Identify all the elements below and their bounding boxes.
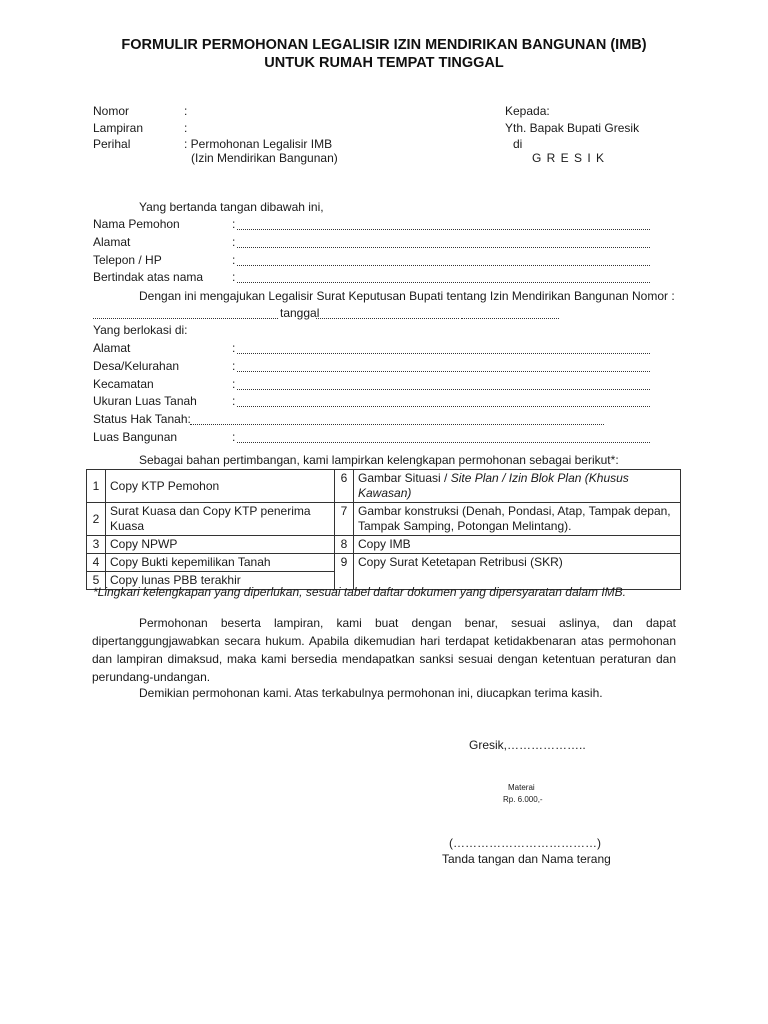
row-number[interactable]: 4 bbox=[87, 554, 106, 572]
desa-field[interactable] bbox=[237, 371, 650, 372]
table-row bbox=[87, 503, 681, 536]
lampiran-label: Lampiran bbox=[93, 121, 144, 135]
perihal-value-2: (Izin Mendirikan Bangunan) bbox=[191, 151, 338, 165]
alamat-pemohon-field[interactable] bbox=[237, 247, 650, 248]
desa-label: Desa/Kelurahan bbox=[93, 359, 180, 373]
table-row bbox=[87, 470, 681, 503]
nama-pemohon-field[interactable] bbox=[237, 229, 650, 230]
telepon-label: Telepon / HP bbox=[93, 253, 162, 267]
alamat-colon: : bbox=[232, 235, 236, 249]
kecamatan-label: Kecamatan bbox=[93, 377, 154, 391]
luas-label: Luas Bangunan bbox=[93, 430, 178, 444]
attachment-item[interactable]: Copy lunas PBB terakhir bbox=[106, 572, 335, 590]
closing-thanks: Demikian permohonan kami. Atas terkabulnya permohonan ini, diucapkan terima kasih. bbox=[139, 686, 603, 700]
row-number[interactable]: 5 bbox=[87, 572, 106, 590]
nama-pemohon-label: Nama Pemohon bbox=[93, 217, 180, 231]
row-number[interactable]: 7 bbox=[335, 503, 354, 536]
row-number[interactable]: 1 bbox=[87, 470, 106, 503]
luas-colon: : bbox=[232, 430, 236, 444]
kecamatan-colon: : bbox=[232, 377, 236, 391]
table-row bbox=[87, 554, 681, 572]
kecamatan-field[interactable] bbox=[237, 389, 650, 390]
attachments-note: *Lingkari kelengkapan yang diperlukan, sesuai tabel daftar dokumen yang dipersyaratan dalam IMB. bbox=[93, 585, 626, 599]
row-number[interactable]: 2 bbox=[87, 503, 106, 536]
lokasi-alamat-field[interactable] bbox=[237, 353, 650, 354]
tanggal-label: tanggal bbox=[280, 306, 320, 320]
signature-name-line[interactable]: (………………………………) bbox=[449, 836, 601, 850]
nomor-label: Nomor bbox=[93, 104, 130, 118]
attachment-item[interactable]: Copy NPWP bbox=[106, 536, 335, 554]
luas-field[interactable] bbox=[237, 442, 650, 443]
desa-colon: : bbox=[232, 359, 236, 373]
attachments-table bbox=[86, 469, 681, 590]
attachment-item[interactable] bbox=[354, 470, 681, 503]
telepon-colon: : bbox=[232, 253, 236, 267]
form-title: FORMULIR PERMOHONAN LEGALISIR IZIN MENDIRIKAN BANGUNAN (IMB) bbox=[121, 37, 647, 53]
table-row bbox=[87, 536, 681, 554]
form-subtitle: UNTUK RUMAH TEMPAT TINGGAL bbox=[264, 55, 504, 71]
attachments-intro: Sebagai bahan pertimbangan, kami lampirkan kelengkapan permohonan sebagai berikut*: bbox=[139, 453, 619, 467]
attachment-item[interactable]: Copy Surat Ketetapan Retribusi (SKR) bbox=[354, 554, 681, 590]
applicant-intro: Yang bertanda tangan dibawah ini, bbox=[139, 200, 324, 214]
bertindak-label: Bertindak atas nama bbox=[93, 270, 204, 284]
row-number[interactable]: 3 bbox=[87, 536, 106, 554]
recipient-city: G R E S I K bbox=[532, 151, 606, 165]
lokasi-alamat-colon: : bbox=[232, 341, 236, 355]
nama-colon: : bbox=[232, 217, 236, 231]
attachment-item[interactable]: Copy Bukti kepemilikan Tanah bbox=[106, 554, 335, 572]
recipient: Yth. Bapak Bupati Gresik bbox=[505, 121, 640, 135]
materai-label: Materai bbox=[508, 783, 535, 792]
closing-paragraph: Permohonan beserta lampiran, kami buat dengan benar, sesuai aslinya, dan dapat dipertanggungjawabkan secara hukum. Apabila dikemudian hari terdapat ketidakbenaran atas permohonan dan lampiran dimaksud, maka kami bersedia mendapatkan sanksi sesuai dengan ketentuan peraturan dan perundang-undangan. bbox=[92, 616, 676, 684]
bertindak-field[interactable] bbox=[237, 282, 650, 283]
attachment-item[interactable]: Copy KTP Pemohon bbox=[106, 470, 335, 503]
request-text: Dengan ini mengajukan Legalisir Surat Keputusan Bupati tentang Izin Mendirikan Bangunan Nomor : bbox=[139, 289, 675, 303]
row-number[interactable]: 8 bbox=[335, 536, 354, 554]
signature-caption: Tanda tangan dan Nama terang bbox=[442, 852, 611, 866]
attachment-item[interactable]: Gambar konstruksi (Denah, Pondasi, Atap, Tampak depan, Tampak Samping, Potongan Melintang). bbox=[354, 503, 681, 536]
place-date: Gresik,……………….. bbox=[469, 738, 586, 752]
perihal-label: Perihal bbox=[93, 137, 131, 151]
bertindak-colon: : bbox=[232, 270, 236, 284]
alamat-pemohon-label: Alamat bbox=[93, 235, 131, 249]
lokasi-alamat-label: Alamat bbox=[93, 341, 131, 355]
row-number[interactable]: 6 bbox=[335, 470, 354, 503]
tanggal-field[interactable] bbox=[316, 318, 459, 319]
status-field[interactable] bbox=[190, 424, 604, 425]
status-label: Status Hak Tanah: bbox=[93, 412, 191, 426]
ukuran-label: Ukuran Luas Tanah bbox=[93, 394, 197, 408]
lampiran-colon: : bbox=[184, 121, 188, 135]
ukuran-colon: : bbox=[232, 394, 236, 408]
telepon-field[interactable] bbox=[237, 265, 650, 266]
nomor-colon: : bbox=[184, 104, 188, 118]
materai-amount: Rp. 6.000,- bbox=[503, 795, 543, 804]
row-number[interactable]: 9 bbox=[335, 554, 354, 590]
attachment-item[interactable]: Surat Kuasa dan Copy KTP penerima Kuasa bbox=[106, 503, 335, 536]
recipient-di: di bbox=[513, 137, 523, 151]
ukuran-field[interactable] bbox=[237, 406, 650, 407]
location-intro: Yang berlokasi di: bbox=[93, 323, 188, 337]
attachment-item-plain: Gambar Situasi / bbox=[358, 471, 451, 485]
nomor-imb-field[interactable] bbox=[93, 318, 278, 319]
kepada-label: Kepada: bbox=[505, 104, 550, 118]
perihal-value: : Permohonan Legalisir IMB bbox=[184, 137, 333, 151]
attachment-item[interactable]: Copy IMB bbox=[354, 536, 681, 554]
attachment-item-italic: Site Plan / Izin Blok Plan (Khusus Kawasan) bbox=[358, 471, 629, 500]
tanggal-field-extra[interactable] bbox=[461, 318, 559, 319]
